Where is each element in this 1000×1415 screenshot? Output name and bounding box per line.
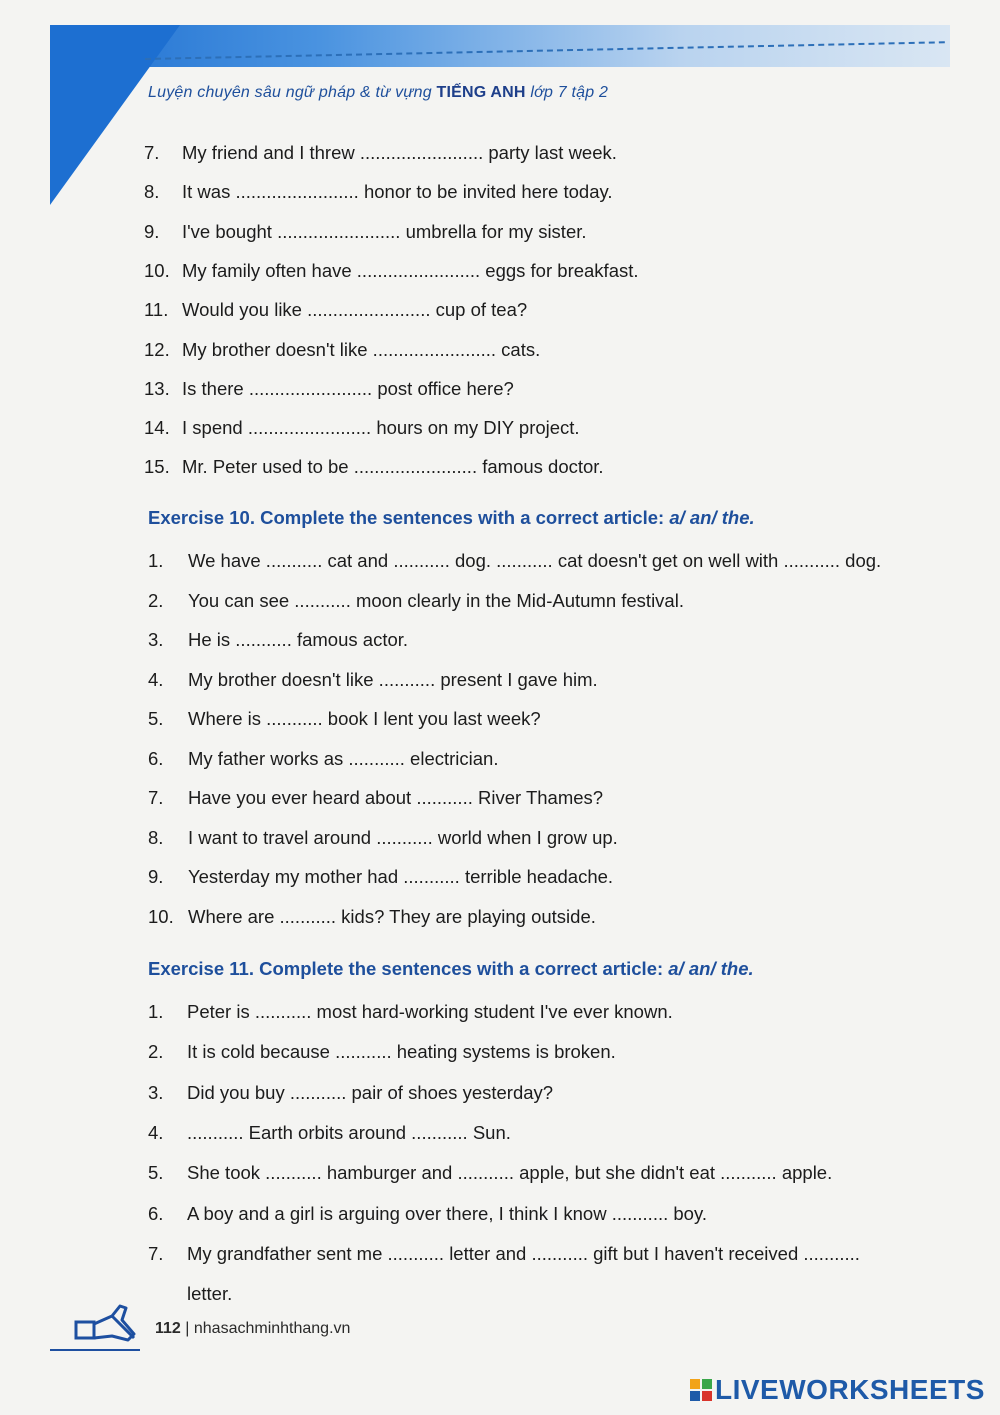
- item-sentence: We have ........... cat and ........... dog. ........... cat doesn't get on well with ........... dog.: [188, 550, 882, 571]
- item-sentence: It was ........................ honor to be invited here today.: [182, 181, 613, 203]
- item-number: 1.: [148, 550, 164, 571]
- item-sentence: I want to travel around ........... world when I grow up.: [188, 826, 618, 848]
- item-sentence: My brother doesn't like ........... present I gave him.: [188, 668, 598, 690]
- item-sentence: You can see ........... moon clearly in the Mid-Autumn festival.: [188, 589, 684, 611]
- footer-site: | nhasachminhthang.vn: [185, 1320, 351, 1337]
- item-sentence: My family often have ........................ eggs for breakfast.: [182, 259, 639, 281]
- page-number: 112: [155, 1320, 181, 1337]
- book-header-prefix: Luyện chuyên sâu ngữ pháp & từ vựng: [148, 84, 432, 101]
- item-sentence: Yesterday my mother had ........... terrible headache.: [188, 866, 614, 887]
- item-sentence: Did you buy ........... pair of shoes yesterday?: [187, 1081, 554, 1103]
- item-number: 5.: [148, 1162, 164, 1184]
- liveworksheets-brand[interactable]: [690, 1374, 985, 1406]
- item-number: 3.: [148, 629, 164, 650]
- writing-hand-icon: [72, 1298, 142, 1352]
- item-number: 4.: [148, 1121, 164, 1143]
- item-number: 9.: [144, 220, 160, 242]
- item-number: 11.: [144, 299, 169, 321]
- item-sentence: I've bought ........................ umbrella for my sister.: [182, 220, 587, 242]
- item-sentence: She took ........... hamburger and ........... apple, but she didn't eat ........... apple.: [187, 1162, 833, 1184]
- item-sentence: A boy and a girl is arguing over there, I think I know ........... boy.: [187, 1202, 707, 1224]
- item-sentence: ........... Earth orbits around ........... Sun.: [187, 1121, 511, 1143]
- item-number: 10.: [148, 905, 174, 927]
- exercise-11-title-text: Exercise 11. Complete the sentences with a correct article:: [148, 958, 664, 979]
- item-number: 15.: [144, 456, 170, 478]
- liveworksheets-brand-text: LIVEWORKSHEETS: [715, 1374, 985, 1405]
- item-sentence: My brother doesn't like ........................ cats.: [182, 338, 541, 360]
- item-number: 7.: [148, 787, 164, 808]
- item-sentence: Would you like ........................ cup of tea?: [182, 299, 528, 321]
- liveworksheets-logo-icon: [690, 1379, 712, 1401]
- item-number: 6.: [148, 1202, 164, 1224]
- page-footer: [155, 1320, 350, 1338]
- item-sentence: He is ........... famous actor.: [188, 629, 409, 650]
- item-number: 2.: [148, 1041, 164, 1063]
- exercise-10-title-text: Exercise 10. Complete the sentences with a correct article:: [148, 507, 665, 528]
- item-sentence: Where are ........... kids? They are playing outside.: [188, 905, 596, 927]
- item-number: 12.: [144, 338, 170, 360]
- item-sentence: My father works as ........... electrician.: [188, 747, 499, 769]
- item-number: 9.: [148, 866, 164, 887]
- item-number: 8.: [144, 181, 160, 203]
- item-number: 6.: [148, 747, 164, 769]
- item-number: 14.: [144, 417, 170, 439]
- item-sentence: Is there ........................ post office here?: [182, 377, 514, 399]
- exercise-11-articles: a/ an/ the.: [668, 958, 754, 979]
- header-banner: [50, 25, 950, 67]
- book-header-suffix: lớp 7 tập 2: [530, 84, 609, 101]
- item-number: 1.: [148, 1001, 164, 1022]
- item-number: 7.: [144, 142, 160, 163]
- item-number: 10.: [144, 259, 170, 281]
- exercise-10-title: [148, 507, 755, 529]
- item-number: 8.: [148, 826, 164, 848]
- book-header-subject: TIẾNG ANH: [436, 84, 526, 101]
- book-header: [148, 84, 608, 102]
- header-corner-decoration: [50, 25, 180, 205]
- item-sentence: Have you ever heard about ........... River Thames?: [188, 787, 604, 808]
- footer-rule: [50, 1349, 140, 1351]
- exercise-11-title: [148, 958, 754, 980]
- item-sentence: I spend ........................ hours on my DIY project.: [182, 417, 580, 439]
- item-sentence: Where is ........... book I lent you last week?: [188, 708, 541, 729]
- item-number: 3.: [148, 1081, 164, 1103]
- item-sentence: My friend and I threw ........................ party last week.: [182, 142, 617, 163]
- item-number: 5.: [148, 708, 164, 729]
- item-sentence: My grandfather sent me ........... letter and ........... gift but I haven't received ...........: [187, 1242, 860, 1264]
- exercise-10-articles: a/ an/ the.: [669, 507, 755, 528]
- item-number: 2.: [148, 589, 164, 611]
- item-sentence: It is cold because ........... heating systems is broken.: [187, 1041, 616, 1063]
- item-number: 4.: [148, 668, 164, 690]
- item-sentence: Mr. Peter used to be ........................ famous doctor.: [182, 456, 604, 478]
- item-number: 13.: [144, 377, 170, 399]
- item-sentence: letter.: [187, 1283, 233, 1305]
- item-number: 7.: [148, 1242, 164, 1264]
- item-sentence: Peter is ........... most hard-working student I've ever known.: [187, 1001, 673, 1022]
